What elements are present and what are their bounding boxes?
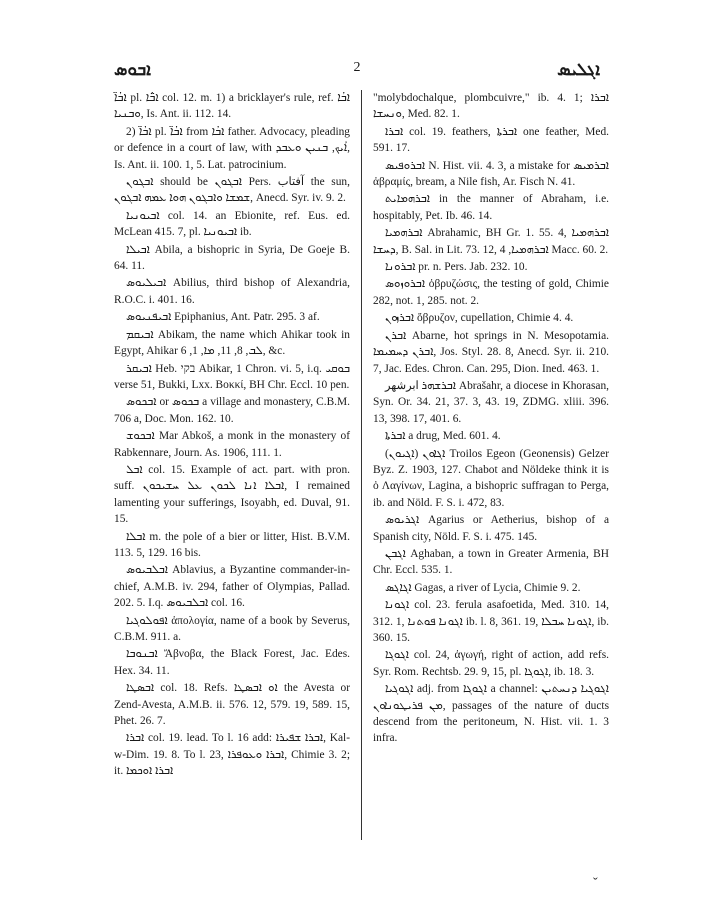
dictionary-entry: ܐܓܐܘܢ (ܐܓܝܘܢ) Troilos Egeon (Geonensis) Gelzer Byz. Z. 1903, 127. Chabot and Nöldeke think it is ὁ Λαγίνων, Lagina, a bishopric suffragan to Perga, ib. and Nöld. F. S. i. 472, 83. xyxy=(373,447,609,509)
page-number: 2 xyxy=(353,60,361,75)
dictionary-entry: 2) ܐܒܳܐ̈ pl. ܐܒܳܐ̈ from ܐܒܳܐ father. Advocacy, pleading or defence in a court of law, with ܐܳܝܟ, ܒܢܝܢ ܘܥܒܕ, Is. Ant. ii. 100. 1, 5. Lat. patrocinium. xyxy=(114,125,351,171)
dictionary-entry: ܐܒܟܘܫ Mar Abkoš, a monk in the monastery of Rabkennare, Journ. As. 1906, 111. 1. xyxy=(114,430,350,459)
dictionary-entry: ܐܓܘܢܐ col. 23. ferula asafoetida, Med. 310. 14, 312. 1, ܐܓܘܢܐ ܦܘܬܢܐ ib. l. 8, 361. 19, ܐܓܘܢܐ ܚܒܠܐ, ib. 360. 15. xyxy=(373,599,609,644)
dictionary-entry: ܐܓܒܢ Aghaban, a town in Greater Armenia, BH Chr. Eccl. 535. 1. xyxy=(373,547,609,577)
dictionary-entry: ܐܒܪܙܘܢ ὄβρυζον, cupellation, Chimie 4. 4. xyxy=(385,312,574,325)
dictionary-entry: ܐܒܪܬܐ a drug, Med. 601. 4. xyxy=(385,430,501,443)
dictionary-entry: ܐܓܪܝܘܣ Agarius or Aetherius, bishop of a Spanish city, Nöld. F. S. i. 475. 145. xyxy=(373,514,609,543)
dictionary-entry: ܐܒܟܘܣ or ܒܟܘܣ a village and monastery, C.B.M. 706 a, Doc. Mon. 162. 10. xyxy=(114,396,350,425)
dictionary-entry: ܐܒܝܘܢܝܐ col. 14. an Ebionite, ref. Eus. ed. McLean 415. 7, pl. ܐܒܝܘܢܝܐ ib. xyxy=(114,209,350,239)
dictionary-entry: ܐܒܪܘܙܘܣ ὀβρυζώσις, the testing of gold, Chimie 282, not. 1, 285. not. 2. xyxy=(373,278,609,307)
dictionary-entry: ܐܒܪܘܦܝܣ N. Hist. vii. 4. 3, a mistake for ܐܒܪܡܝܣ ἀβραμίς, bream, a Nile fish, Ar. Fisch N. 41. xyxy=(373,159,609,189)
left-column xyxy=(114,90,350,781)
dictionary-entry: "molybdochalque, plombcuivre," ib. 4. 1; ܐܒܪܐ ܘܢܚܫܐ, Med. 82. 1. xyxy=(373,92,609,121)
dictionary-entry: ܐܒܢܘܒܐ Ἄβνοβα, the Black Forest, Jac. Edes. Hex. 34. 11. xyxy=(114,648,350,677)
dictionary-entry: ܐܒܝܦܢܝܘܣ Epiphanius, Ant. Patr. 295. 3 af. xyxy=(126,311,320,324)
dictionary-entry: ܐܒܪܐ col. 19. feathers, ܐܒܪܬܐ one feather, Med. 591. 17. xyxy=(373,125,609,155)
dictionary-entry: ܐܒܪܘܢܐ pr. n. Pers. Jab. 232. 10. xyxy=(385,261,528,274)
dictionary-entry: ܐܓܘܓܐ col. 24, ἀγωγή, right of action, add refs. Syr. Rom. Rechtsb. 29. 9, 15, pl. ܐܓܘܓܐ, ib. 18. 3. xyxy=(373,649,609,678)
dictionary-entry: ܐܓܐܓܣ Gagas, a river of Lycia, Chimie 9. 2. xyxy=(385,581,581,594)
running-head-right: ܐܓܠܝܣ xyxy=(557,60,600,80)
dictionary-entry: ܐܒܪܐ col. 19. lead. To l. 16 add: ܐܒܪܐ ܫܦܝܪܐ, Kal-w-Dim. 19. 8. To l. 23, ܐܒܪܐ ܘܥܘܦܪܐ, Chimie 3. 2; it. ܐܒܪܐ ܐܘܟܡܐ xyxy=(114,732,350,778)
dictionary-entry: ܐܒܪܢ Abarne, hot springs in N. Mesopotamia. ܐܒܪܢ ܕܚܡܝܡܐ, Jos. Styl. 28. 8, Anecd. Syr. ii. 210. 7, Jac. Edes. Chron. Can. 295, Dion. Ined. 463. 1. xyxy=(373,329,609,375)
dictionary-entry: ܐܒܝܩܪ Heb. בקי Abikar, 1 Chron. vi. 5, i.q. ܒܘܩܝ verse 51, Bukki, Lxx. Βοκκί, BH Chr. Eccl. 10 pen. xyxy=(114,362,351,391)
dictionary-entry: ܐܒܠܐ m. the pole of a bier or litter, Hist. B.V.M. 113. 5, 129. 16 bis. xyxy=(114,530,350,559)
dictionary-entry: ܐܒܳܐ̈ pl. ܐܒ̈ܳܐ col. 12. m. 1) a bricklayer's rule, ref. ܐܒܳܐ ܘܒܢܝܐ, Is. Ant. ii. 112. 14. xyxy=(114,92,351,121)
column-divider xyxy=(361,90,362,840)
dictionary-entry: ܐܒܪܫܗܪ ابرشهر Abrašahr, a diocese in Khorasan, Syn. Or. 34. 21, 37. 3, 43. 19, ZDMG. xliii. 396. 13, 398. 17, 401. 6. xyxy=(373,379,609,425)
dictionary-entry: ܐܒܪܗܡܐܝܬ in the manner of Abraham, i.e. hospitably, Pet. Ib. 46. 14. xyxy=(373,193,609,222)
footer-mark: ˇ xyxy=(593,876,598,891)
dictionary-entry: ܐܒܪܗܡܝܐ Abrahamic, BH Gr. 1. 55. 4, ܐܒܪܗܡܝܐ ܕܚܫܐ, B. Sal. in Lit. 73. 12, ܐܒܪܗܡܝܐ, 4 Macc. 60. 2. xyxy=(373,227,609,256)
dictionary-entry: ܐܒܝܠܐ Abila, a bishopric in Syria, De Goeje B. 64. 11. xyxy=(114,243,350,273)
dictionary-entry: ܐܒܠܒܝܘܣ Ablavius, a Byzantine commander-in-chief, A.M.B. iv. 294, father of Olympias, Pallad. 202. 5. I.q. ܐܒܠܒܝܘܣ col. 16. xyxy=(114,564,350,610)
dictionary-entry: ܐܒܓܘܢ should be ܐܒܓܘܢ Pers. آفتاب the sun, ܫܡܫܐ ܘܐܒܓܘܢ ܗܘܐ ܥܡܗ ܐܒܓܘܢ, Anecd. Syr. iv. 9. 2. xyxy=(114,176,350,205)
dictionary-entry: ܐܒܣܛܐ col. 18. Refs. ܐܘ ܐܒܣܛܐ the Avesta or Zend-Avesta, A.M.B. ii. 576. 12, 579. 19, 589. 15, Phet. 26. 7. xyxy=(114,682,350,728)
running-head-left: ܐܒܘܣ xyxy=(114,60,151,80)
dictionary-entry: ܐܒܝܠܝܘܣ Abilius, third bishop of Alexandria, R.O.C. i. 401. 16. xyxy=(114,277,350,306)
dictionary-entry: ܐܒܝܩܡ Abikam, the name which Ahikar took in Egypt, Ahikar ܠܒ, 8, 11, ܡܐ, 1, 6, &c. xyxy=(114,328,350,358)
dictionary-entry: ܐܒܠ col. 15. Example of act. part. with pron. suff. ܐܒܠܐ ܐܢܐ ܠܟܘܢ ܥܠ ܚܫܝܟܘܢ, I remained lamenting your sufferings, Isoyabh, ed. Duval, 91. 15. xyxy=(114,463,351,526)
dictionary-entry: ܐܦܘܠܘܓܝܐ ἀπολογία, name of a book by Severus, C.B.M. 911. a. xyxy=(114,614,350,643)
dictionary-entry: ܐܓܘܓܝܐ adj. from ܐܓܘܓܐ a channel: ܐܓܘܓܝܐ ܕܢܚܬܝܢ ܡܢ ܦܪܝܛܘܢܐܘܢ, passages of the nature of ducts descend from the peritoneum, N. Hist. vii. 1. 3 infra. xyxy=(373,683,610,745)
running-head xyxy=(110,60,604,82)
right-column xyxy=(373,90,609,748)
